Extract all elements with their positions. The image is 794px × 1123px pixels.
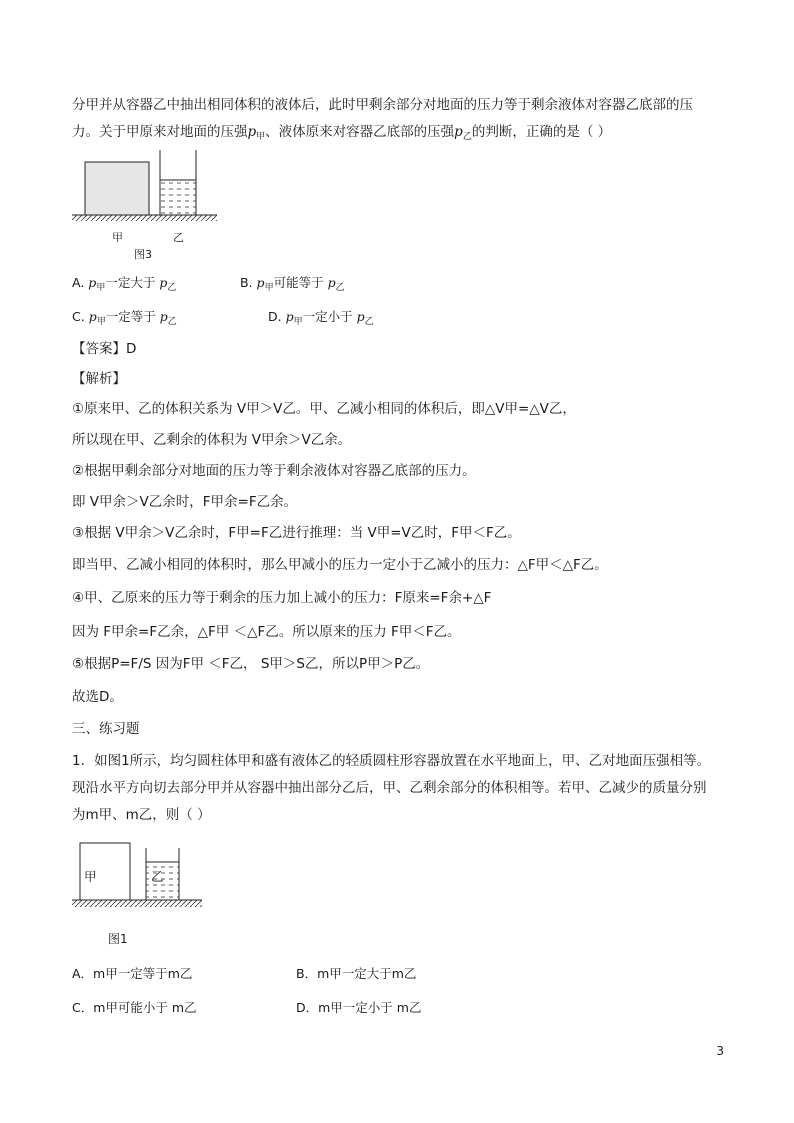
practice-heading: 三、练习题 [72, 721, 140, 737]
option-d: D. $p_甲$一定小于 $p_乙$ [268, 309, 374, 327]
figure-1-caption: 图1 [108, 932, 128, 946]
page-number: 3 [716, 1044, 724, 1058]
analysis-line-5: ③根据 V甲余＞V乙余时，F甲=F乙进行推理：当 V甲=V乙时，F甲＜F乙。 [72, 525, 521, 541]
analysis-line-1: ①原来甲、乙的体积关系为 V甲＞V乙。甲、乙减小相同的体积后，即△V甲=△V乙， [72, 401, 576, 417]
practice-option-a: A．m甲一定等于m乙 [72, 966, 193, 981]
option-b: B. $p_甲$可能等于 $p_乙$ [240, 275, 345, 293]
ground [72, 215, 217, 221]
analysis-line-4: 即 V甲余＞V乙余时，F甲余=F乙余。 [72, 494, 298, 510]
figure-3-caption: 图3 [134, 248, 152, 261]
practice-option-b: B．m甲一定大于m乙 [296, 966, 417, 981]
analysis-line-10: 故选D。 [72, 689, 123, 705]
practice-question-line-3: 为m甲、m乙，则（ ） [72, 807, 211, 823]
ground [72, 900, 202, 907]
figure-1-label-yi: 乙 [151, 869, 164, 884]
analysis-line-7: ④甲、乙原来的压力等于剩余的压力加上减小的压力：F原来=F余+△F [72, 590, 492, 606]
analysis-line-8: 因为 F甲余=F乙余，△F甲 ＜△F乙。所以原来的压力 F甲＜F乙。 [72, 624, 461, 640]
block-jia [85, 162, 149, 215]
analysis-label: 【解析】 [72, 371, 126, 387]
practice-option-d: D．m甲一定小于 m乙 [296, 1000, 422, 1015]
figure-1-label-jia: 甲 [84, 869, 97, 884]
analysis-line-2: 所以现在甲、乙剩余的体积为 V甲余＞V乙余。 [72, 432, 352, 448]
analysis-line-9: ⑤根据P=F/S 因为F甲 ＜F乙， S甲＞S乙，所以P甲＞P乙。 [72, 656, 430, 672]
practice-question-line-1: 1．如图1所示，均匀圆柱体甲和盛有液体乙的轻质圆柱形容器放置在水平地面上，甲、乙对地面压强相等。 [72, 753, 711, 769]
practice-question-line-2: 现沿水平方向切去部分甲并从容器中抽出部分乙后，甲、乙剩余部分的体积相等。若甲、乙减少的质量分别 [72, 780, 707, 796]
question-line-2: 力。关于甲原来对地面的压强$p_甲$、液体原来对容器乙底部的压强$p_乙$的判断，正确的是（ ） [72, 124, 612, 142]
answer-label: 【答案】D [72, 341, 137, 357]
figure-3-label-jia: 甲 [112, 231, 123, 244]
figure-3-label-yi: 乙 [173, 231, 184, 244]
option-c: C. $p_甲$一定等于 $p_乙$ [72, 309, 177, 327]
question-line-1: 分甲并从容器乙中抽出相同体积的液体后，此时甲剩余部分对地面的压力等于剩余液体对容器乙底部的压 [72, 97, 693, 113]
figure-3-diagram [72, 150, 222, 225]
analysis-line-3: ②根据甲剩余部分对地面的压力等于剩余液体对容器乙底部的压力。 [72, 463, 476, 479]
analysis-line-6: 即当甲、乙减小相同的体积时，那么甲减小的压力一定小于乙减小的压力：△F甲＜△F乙。 [72, 557, 608, 573]
option-a: A. $p_甲$一定大于 $p_乙$ [72, 275, 177, 293]
practice-option-c: C．m甲可能小于 m乙 [72, 1000, 197, 1015]
liquid-yi [160, 180, 196, 215]
